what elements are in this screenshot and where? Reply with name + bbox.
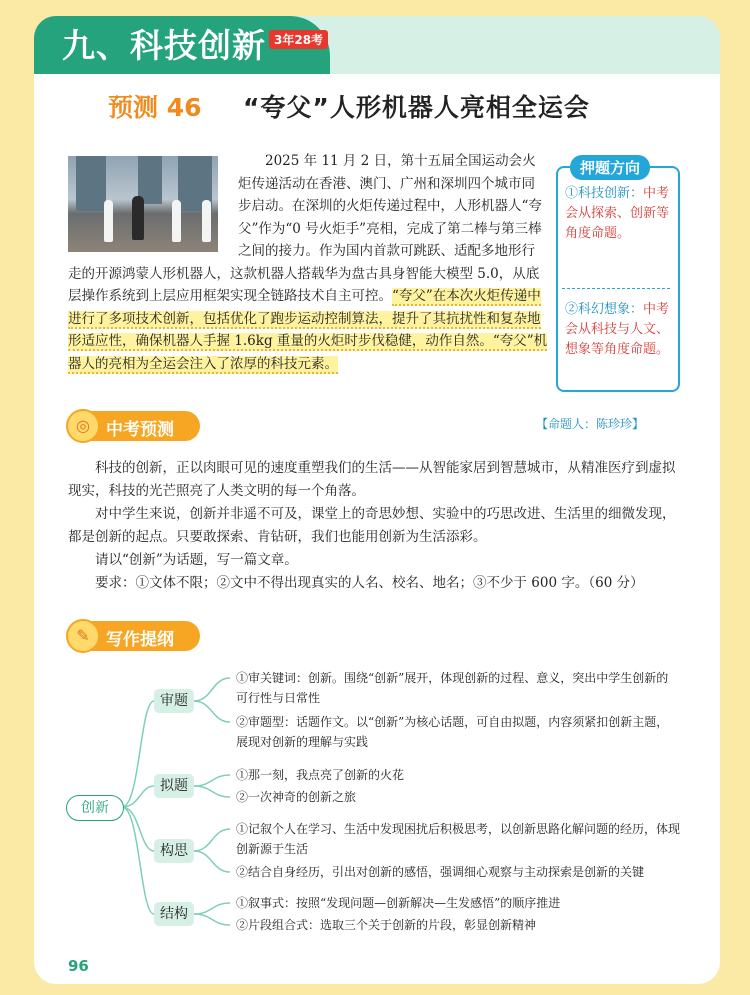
direction-item-head: ②科幻想象： [565,302,644,317]
mind-map-leaf: ①叙事式：按照“发现问题—创新解决—生发感悟”的顺序推进 [236,896,561,910]
prediction-title: “夸父”人形机器人亮相全运会 [243,93,590,122]
direction-item-body: 中考会从探索、创新等角度命题。 [565,186,670,241]
mind-map-leaf: ②一次神奇的创新之旅 [236,790,357,804]
lightbulb-icon: ✎ [66,619,100,653]
page-number: 96 [68,957,89,975]
direction-title: 押题方向 [570,155,650,180]
exam-requirements: 要求：①文体不限；②文中不得出现真实的人名、校名、地名；③不少于 600 字。（60 分） [95,575,644,591]
frequency-badge: 3年28考 [269,30,328,49]
exam-paragraph: 对中学生来说，创新并非遥不可及，课堂上的奇思妙想、实验中的巧思改进、生活里的细微发现，都是创新的起点。只要敢探索、肯钻研，我们也能用创新为生活添彩。 [68,506,676,545]
mind-map-node: 结构 [154,902,194,926]
question-setter: 【命题人：陈珍珍】 [536,417,645,431]
mind-map-node: 拟题 [154,774,194,798]
mind-map-leaf: ②片段组合式：选取三个关于创新的片段，彰显创新精神 [236,918,537,932]
direction-item [565,184,671,244]
target-icon: ◎ [66,409,100,443]
mind-map-leaf: ②审题型：话题作文。以“创新”为核心话题，可自由拟题，内容须紧扣创新主题，展现对创新的理解与实践 [236,715,669,749]
exam-section-label: 中考预测 [106,420,174,440]
mind-map-node: 审题 [154,689,194,713]
mind-map-leaf: ①审关键词：创新。围绕“创新”展开，体现创新的过程、意义，突出中学生创新的可行性与日常性 [236,671,669,705]
mind-map-leaf: ②结合自身经历，引出对创新的感悟，强调细心观察与主动探索是创新的关键 [236,865,645,879]
exam-paragraph: 请以“创新”为话题，写一篇文章。 [95,552,298,568]
mind-map-node: 构思 [154,839,194,863]
mind-map-root: 创新 [66,795,124,821]
intro-text: 2025 年 11 月 2 日，第十五届全国运动会火炬传递活动在香港、澳门、广州和深圳四个城市同步启动。在深圳的火炬传递过程中，人形机器人“夸父”作为“0 号火炬手”亮相，完成了第二棒与第三棒之间的接力。作为国内首款可跳跃、适配多地形行走的开源鸿蒙人形机器人，这款机器人搭载华为盘古具身智能大模型 5.0，从底层操作系统到上层应用框架实现全链路技术自主可控。 [68,153,542,304]
prediction-number: 预测 46 [108,93,202,122]
mind-map-leaf: ①记叙个人在学习、生活中发现困扰后积极思考，以创新思路化解问题的经历，体现创新源于生活 [236,822,681,856]
direction-divider [562,288,670,289]
direction-item-body: 中考会从科技与人文、想象等角度命题。 [565,302,670,357]
direction-item [565,300,671,360]
outline-section-label: 写作提纲 [106,630,174,650]
exam-paragraph: 科技的创新，正以肉眼可见的速度重塑我们的生活——从智能家居到智慧城市，从精准医疗到虚拟现实，科技的光芒照亮了人类文明的每一个角落。 [68,460,676,499]
section-title: 九、科技创新 [62,26,266,65]
intro-paragraph [68,150,548,375]
mind-map-leaf: ①那一刻，我点亮了创新的火花 [236,768,405,782]
intro-highlight: “夸父”在本次火炬传递中进行了多项技术创新，包括优化了跑步运动控制算法，提升了其抗扰性和复杂地形适应性，确保机器人手握 1.6kg 重量的火炬时步伐稳健，动作自然。“夸父”机器人的亮相为全运会注入了浓厚的科技元素。 [68,288,548,372]
direction-item-head: ①科技创新： [565,186,644,201]
